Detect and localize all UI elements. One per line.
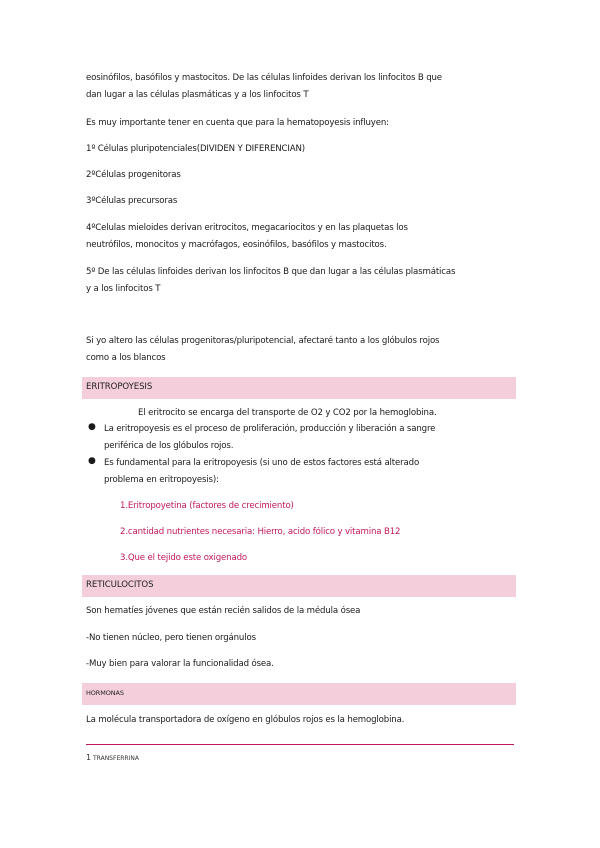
bullet-2-line-1: Es fundamental para la eritropoyesis (si uno de estos factores está alterado: [104, 458, 420, 468]
hormonas-heading-band: [82, 683, 516, 705]
footnote-text: TRANSFERRINA: [91, 755, 139, 762]
alteration-note-line-1: Si yo altero las células progenitoras/pluripotencial, afectaré tanto a los glóbulos rojos: [86, 336, 440, 346]
list-item-1: 1º Células pluripotenciales(DIVIDEN Y DIFERENCIAN): [86, 144, 305, 154]
alteration-note-line-2: como a los blancos: [86, 353, 166, 363]
bullet-dot-2: ●: [88, 456, 96, 466]
intro-line-2: dan lugar a las células plasmáticas y a los linfocitos T: [86, 90, 309, 100]
footnote: [86, 753, 139, 762]
eritropoyesis-heading: ERITROPOYESIS: [86, 382, 153, 392]
eritropoyesis-intro: El eritrocito se encarga del transporte de O2 y CO2 por la hemoglobina.: [138, 408, 437, 418]
reticulocitos-line-2: -No tienen núcleo, pero tienen orgánulos: [86, 633, 256, 643]
list-item-5-line-2: y a los linfocitos T: [86, 284, 161, 294]
factor-1: 1.Eritropoyetina (factores de crecimiento): [120, 501, 294, 511]
list-item-3: 3ºCélulas precursoras: [86, 196, 178, 206]
bullet-2-line-2: problema en eritropoyesis):: [104, 475, 219, 485]
bullet-dot-1: ●: [88, 422, 96, 432]
reticulocitos-line-3: -Muy bien para valorar la funcionalidad ósea.: [86, 659, 274, 669]
eritropoyesis-heading-band: [82, 377, 516, 399]
list-item-4-line-1: 4ºCelulas mieloides derivan eritrocitos, megacariocitos y en las plaquetas los: [86, 223, 408, 233]
list-item-2: 2ºCélulas progenitoras: [86, 170, 181, 180]
factor-2: 2.cantidad nutrientes necesaria: Hierro, acido fólico y vitamina B12: [120, 527, 401, 537]
list-item-4-line-2: neutrófilos, monocitos y macrófagos, eosinófilos, basófilos y mastocitos.: [86, 240, 387, 250]
footnote-divider: [86, 744, 514, 745]
factor-3: 3.Que el tejido este oxigenado: [120, 553, 247, 563]
reticulocitos-heading: RETICULOCITOS: [86, 580, 154, 590]
reticulocitos-heading-band: [82, 575, 516, 597]
hormonas-line-1: La molécula transportadora de oxígeno en glóbulos rojos es la hemoglobina.: [86, 715, 405, 725]
reticulocitos-line-1: Son hematíes jóvenes que están recién salidos de la médula ósea: [86, 606, 361, 616]
intro-line-1: eosinófilos, basófilos y mastocitos. De las células linfoides derivan los linfocitos B que: [86, 73, 442, 83]
list-item-5-line-1: 5º De las células linfoides derivan los linfocitos B que dan lugar a las células plasmáticas: [86, 267, 456, 277]
footnote-number: 1: [86, 753, 92, 762]
important-note: Es muy importante tener en cuenta que para la hematopoyesis influyen:: [86, 118, 389, 128]
hormonas-heading: HORMONAS: [86, 689, 124, 697]
bullet-1-line-1: La eritropoyesis es el proceso de proliferación, producción y liberación a sangre: [104, 424, 436, 434]
bullet-1-line-2: periférica de los glóbulos rojos.: [104, 441, 234, 451]
